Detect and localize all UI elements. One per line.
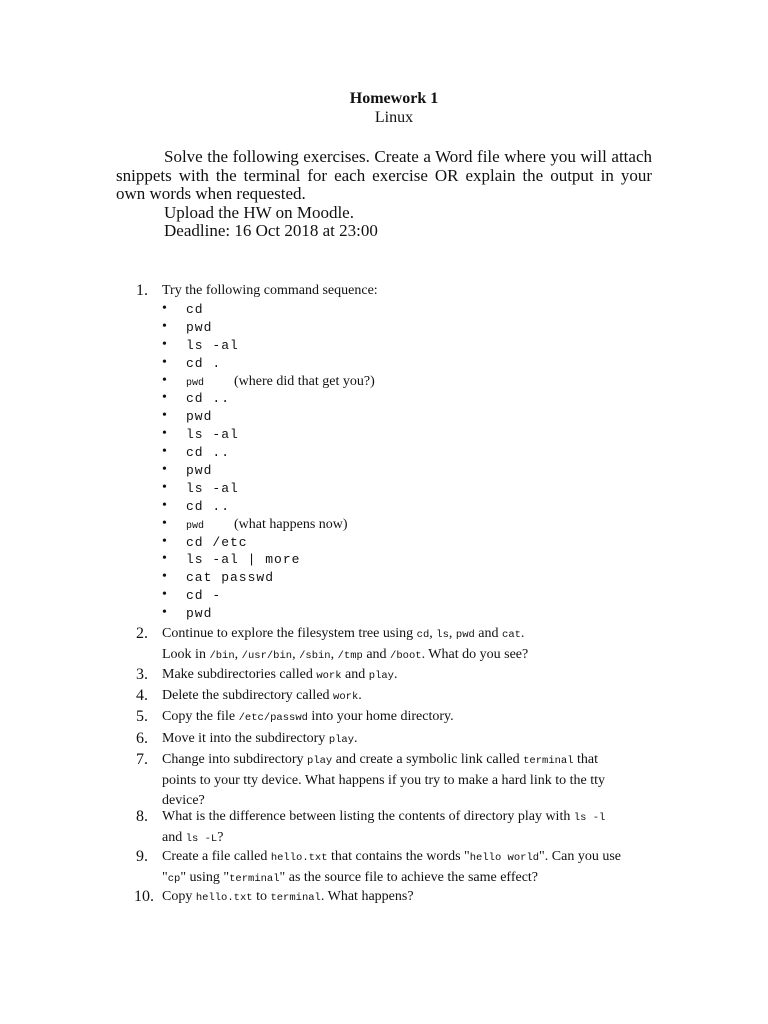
upload-instruction: Upload the HW on Moodle. bbox=[164, 202, 354, 222]
exercise-text: Try the following command sequence: bbox=[162, 283, 378, 298]
bullet-icon: • bbox=[162, 354, 167, 370]
exercise-9 bbox=[136, 847, 628, 889]
exercise-number: 10. bbox=[134, 888, 154, 905]
exercise-8 bbox=[136, 807, 628, 849]
command-item: • ls -al bbox=[162, 336, 239, 353]
exercise-number: 9. bbox=[136, 848, 148, 865]
exercise-text: Move it into the subdirectory play. bbox=[162, 731, 358, 746]
command-item: • cd .. bbox=[162, 497, 231, 514]
exercise-1 bbox=[136, 281, 656, 301]
intro bbox=[116, 148, 652, 241]
bullet-icon: • bbox=[162, 408, 167, 424]
command-item: • ls -al bbox=[162, 426, 239, 443]
bullet-icon: • bbox=[162, 551, 167, 567]
exercise-5 bbox=[136, 707, 656, 728]
bullet-icon: • bbox=[162, 336, 167, 352]
command-item: • pwd bbox=[162, 408, 213, 425]
bullet-icon: • bbox=[162, 318, 167, 334]
intro-paragraph: Solve the following exercises. Create a Word file where you will attach snippets with the terminal for each exercise OR explain the output in your own words when requested. bbox=[116, 147, 652, 203]
exercise-text: Create a file called hello.txt that contains the words "hello world". Can you use "cp" using "terminal" as the source file to achieve the same effect? bbox=[162, 849, 621, 885]
command-item: • pwd (what happens now) bbox=[162, 515, 348, 532]
command-item: • cd - bbox=[162, 587, 222, 604]
page-subtitle: Linux bbox=[374, 109, 414, 126]
exercise-number: 6. bbox=[136, 730, 148, 747]
bullet-icon: • bbox=[162, 497, 167, 513]
exercise-number: 5. bbox=[136, 708, 148, 725]
exercise-3 bbox=[136, 665, 656, 686]
bullet-icon: • bbox=[162, 515, 167, 531]
page-title: Homework 1 bbox=[349, 90, 439, 107]
exercise-number: 3. bbox=[136, 666, 148, 683]
exercise-text: Change into subdirectory play and create a symbolic link called terminal that points to your tty device. What happens if you try to make a hard link to the tty device? bbox=[162, 752, 605, 808]
exercise-7 bbox=[136, 750, 628, 811]
command-item: • ls -al | more bbox=[162, 551, 301, 568]
exercise-number: 2. bbox=[136, 625, 148, 642]
exercise-text: Make subdirectories called work and play. bbox=[162, 667, 398, 682]
command-list bbox=[162, 300, 562, 622]
bullet-icon: • bbox=[162, 587, 167, 603]
command-item: • cd . bbox=[162, 354, 222, 371]
bullet-icon: • bbox=[162, 479, 167, 495]
bullet-icon: • bbox=[162, 569, 167, 585]
exercise-4 bbox=[136, 686, 656, 707]
exercise-text: Delete the subdirectory called work. bbox=[162, 688, 362, 703]
command-note: (where did that get you?) bbox=[234, 373, 375, 389]
exercise-10 bbox=[136, 887, 656, 908]
bullet-icon: • bbox=[162, 462, 167, 478]
exercise-number: 7. bbox=[136, 751, 148, 768]
bullet-icon: • bbox=[162, 444, 167, 460]
bullet-icon: • bbox=[162, 533, 167, 549]
command-item: • pwd bbox=[162, 318, 213, 335]
exercise-text: Copy the file /etc/passwd into your home directory. bbox=[162, 709, 454, 724]
command-item: • pwd bbox=[162, 462, 213, 479]
command-item: • cat passwd bbox=[162, 569, 275, 586]
exercise-text: Copy hello.txt to terminal. What happens? bbox=[162, 889, 414, 904]
deadline: Deadline: 16 Oct 2018 at 23:00 bbox=[164, 221, 378, 240]
bullet-icon: • bbox=[162, 301, 167, 316]
exercise-text: Continue to explore the filesystem tree using cd, ls, pwd and cat. Look in /bin, /usr/bin, /sbin, /tmp and /boot. What do you see? bbox=[162, 626, 529, 662]
bullet-icon: • bbox=[162, 372, 167, 388]
command-item: • ls -al bbox=[162, 479, 239, 496]
exercise-2 bbox=[136, 624, 656, 666]
bullet-icon: • bbox=[162, 426, 167, 442]
command-note: (what happens now) bbox=[234, 516, 348, 532]
exercise-number: 8. bbox=[136, 808, 148, 825]
exercise-6 bbox=[136, 729, 656, 750]
command-item: • cd .. bbox=[162, 390, 231, 407]
bullet-icon: • bbox=[162, 390, 167, 406]
command-item: • pwd (where did that get you?) bbox=[162, 372, 375, 389]
command-item: • cd .. bbox=[162, 444, 231, 461]
command-item: • pwd bbox=[162, 605, 213, 622]
exercise-number: 4. bbox=[136, 687, 148, 704]
bullet-icon: • bbox=[162, 605, 167, 621]
exercise-number: 1. bbox=[136, 282, 148, 299]
exercise-text: What is the difference between listing the contents of directory play with ls -l and ls -L? bbox=[162, 809, 606, 845]
command-item: • cd bbox=[162, 301, 204, 317]
command-item: • cd /etc bbox=[162, 533, 248, 550]
